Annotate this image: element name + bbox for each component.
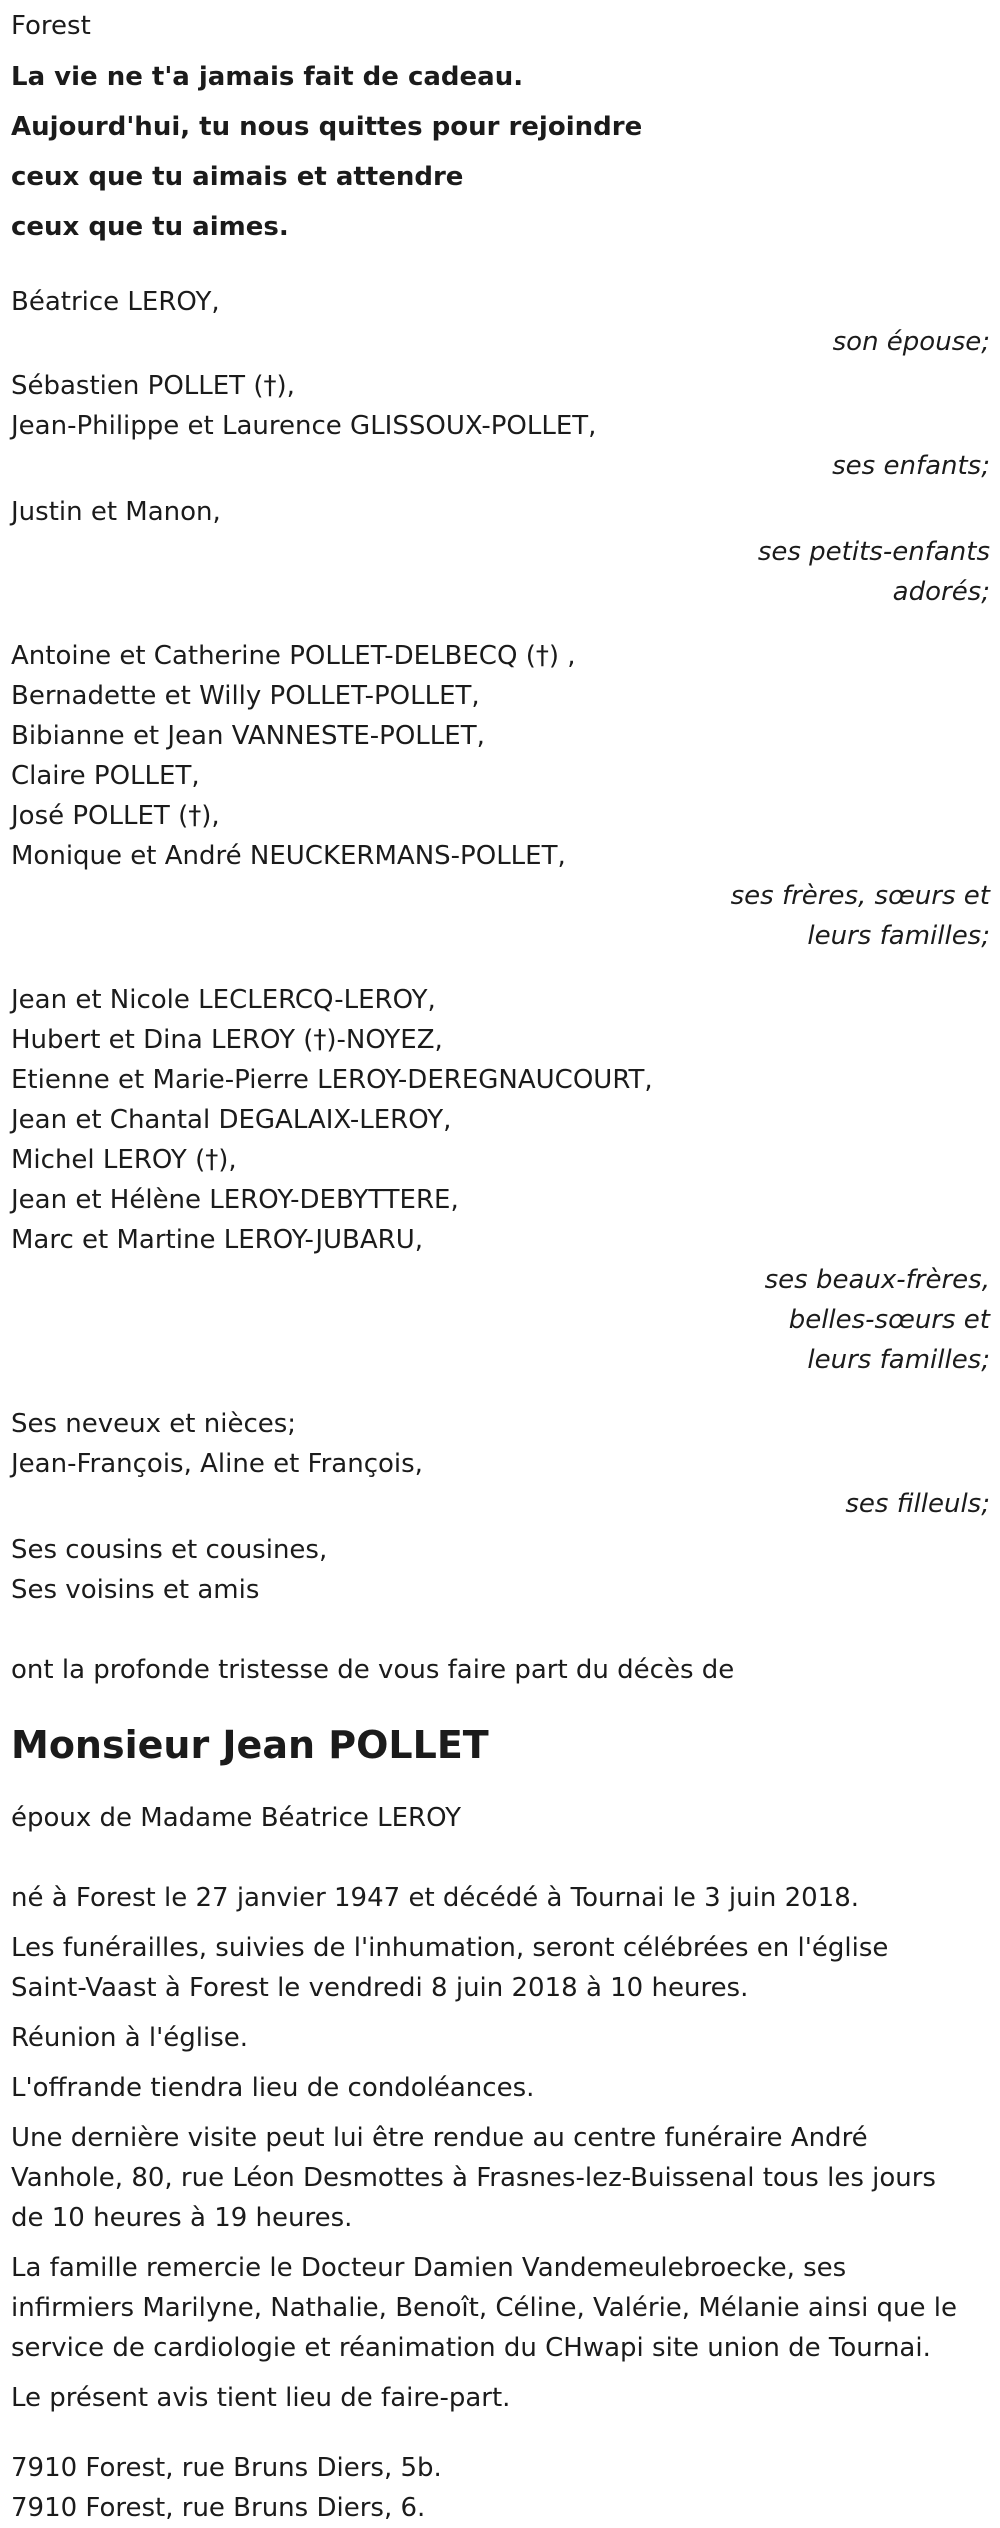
in-law-name: Jean et Nicole LECLERCQ-LEROY, xyxy=(11,985,436,1015)
sibling-name: José POLLET (†), xyxy=(11,801,220,831)
reunion-paragraph xyxy=(11,2018,990,2058)
sibling-name: Claire POLLET, xyxy=(11,761,200,791)
notice-paragraph xyxy=(11,2378,990,2418)
visit-paragraph xyxy=(11,2118,990,2238)
deceased-spouse: époux de Madame Béatrice LEROY xyxy=(11,1803,462,1833)
detail-line: L'offrande tiendra lieu de condoléances. xyxy=(11,2073,535,2103)
in-law-name: Etienne et Marie-Pierre LEROY-DEREGNAUCOURT, xyxy=(11,1065,653,1095)
detail-line: né à Forest le 27 janvier 1947 et décédé à Tournai le 3 juin 2018. xyxy=(11,1883,860,1913)
header-place: Forest xyxy=(11,11,91,41)
offering-paragraph xyxy=(11,2068,990,2108)
in-law-name: Hubert et Dina LEROY (†)-NOYEZ, xyxy=(11,1025,443,1055)
detail-line: Une dernière visite peut lui être rendue au centre funéraire André xyxy=(11,2123,868,2153)
in-law-name: Jean et Chantal DEGALAIX-LEROY, xyxy=(11,1105,452,1135)
detail-line: Saint-Vaast à Forest le vendredi 8 juin 2018 à 10 heures. xyxy=(11,1973,749,2003)
sibling-name: Bibianne et Jean VANNESTE-POLLET, xyxy=(11,721,485,751)
cousins: Ses cousins et cousines, xyxy=(11,1535,328,1565)
child-name: Sébastien POLLET (†), xyxy=(11,371,295,401)
detail-line: service de cardiologie et réanimation du CHwapi site union de Tournai. xyxy=(11,2333,931,2363)
thanks-paragraph xyxy=(11,2248,990,2368)
deceased-name: Monsieur Jean POLLET xyxy=(11,1723,489,1767)
birth-death-paragraph xyxy=(11,1878,990,1918)
in-laws-role: belles-sœurs et xyxy=(788,1305,990,1335)
in-laws-role: leurs familles; xyxy=(807,1345,990,1375)
detail-line: Vanhole, 80, rue Léon Desmottes à Frasnes-lez-Buissenal tous les jours xyxy=(11,2163,936,2193)
detail-line: infirmiers Marilyne, Nathalie, Benoît, Céline, Valérie, Mélanie ainsi que le xyxy=(11,2293,958,2323)
godchildren-names: Jean-François, Aline et François, xyxy=(11,1449,423,1479)
spouse-name: Béatrice LEROY, xyxy=(11,287,220,317)
funeral-paragraph xyxy=(11,1928,990,2008)
sibling-name: Antoine et Catherine POLLET-DELBECQ (†) , xyxy=(11,641,576,671)
detail-line: La famille remercie le Docteur Damien Vandemeulebroecke, ses xyxy=(11,2253,847,2283)
grandchildren-role: adorés; xyxy=(892,577,990,607)
poem-line: Aujourd'hui, tu nous quittes pour rejoindre xyxy=(11,112,643,142)
child-name: Jean-Philippe et Laurence GLISSOUX-POLLET, xyxy=(11,411,597,441)
poem-line: ceux que tu aimais et attendre xyxy=(11,162,464,192)
grandchildren-names: Justin et Manon, xyxy=(11,497,221,527)
poem xyxy=(11,52,990,252)
siblings-role: ses frères, sœurs et xyxy=(730,881,990,911)
grandchildren-role: ses petits-enfants xyxy=(757,537,990,567)
detail-line: Le présent avis tient lieu de faire-part. xyxy=(11,2383,511,2413)
in-law-name: Jean et Hélène LEROY-DEBYTTERE, xyxy=(11,1185,459,1215)
detail-line: Réunion à l'église. xyxy=(11,2023,249,2053)
poem-line: ceux que tu aimes. xyxy=(11,212,289,242)
sibling-name: Bernadette et Willy POLLET-POLLET, xyxy=(11,681,480,711)
siblings-role: leurs familles; xyxy=(807,921,990,951)
announcement: ont la profonde tristesse de vous faire part du décès de xyxy=(11,1655,735,1685)
in-law-name: Marc et Martine LEROY-JUBARU, xyxy=(11,1225,424,1255)
neighbours-friends: Ses voisins et amis xyxy=(11,1575,260,1605)
in-law-name: Michel LEROY (†), xyxy=(11,1145,237,1175)
godchildren-role: ses filleuls; xyxy=(845,1489,990,1519)
in-laws-role: ses beaux-frères, xyxy=(764,1265,990,1295)
address-line: 7910 Forest, rue Bruns Diers, 5b. xyxy=(11,2453,442,2483)
nephews-nieces: Ses neveux et nièces; xyxy=(11,1409,297,1439)
sibling-name: Monique et André NEUCKERMANS-POLLET, xyxy=(11,841,566,871)
spouse-role: son épouse; xyxy=(832,327,990,357)
poem-line: La vie ne t'a jamais fait de cadeau. xyxy=(11,62,524,92)
children-role: ses enfants; xyxy=(832,451,990,481)
detail-line: Les funérailles, suivies de l'inhumation, seront célébrées en l'église xyxy=(11,1933,889,1963)
address-line: 7910 Forest, rue Bruns Diers, 6. xyxy=(11,2493,426,2523)
detail-line: de 10 heures à 19 heures. xyxy=(11,2203,353,2233)
